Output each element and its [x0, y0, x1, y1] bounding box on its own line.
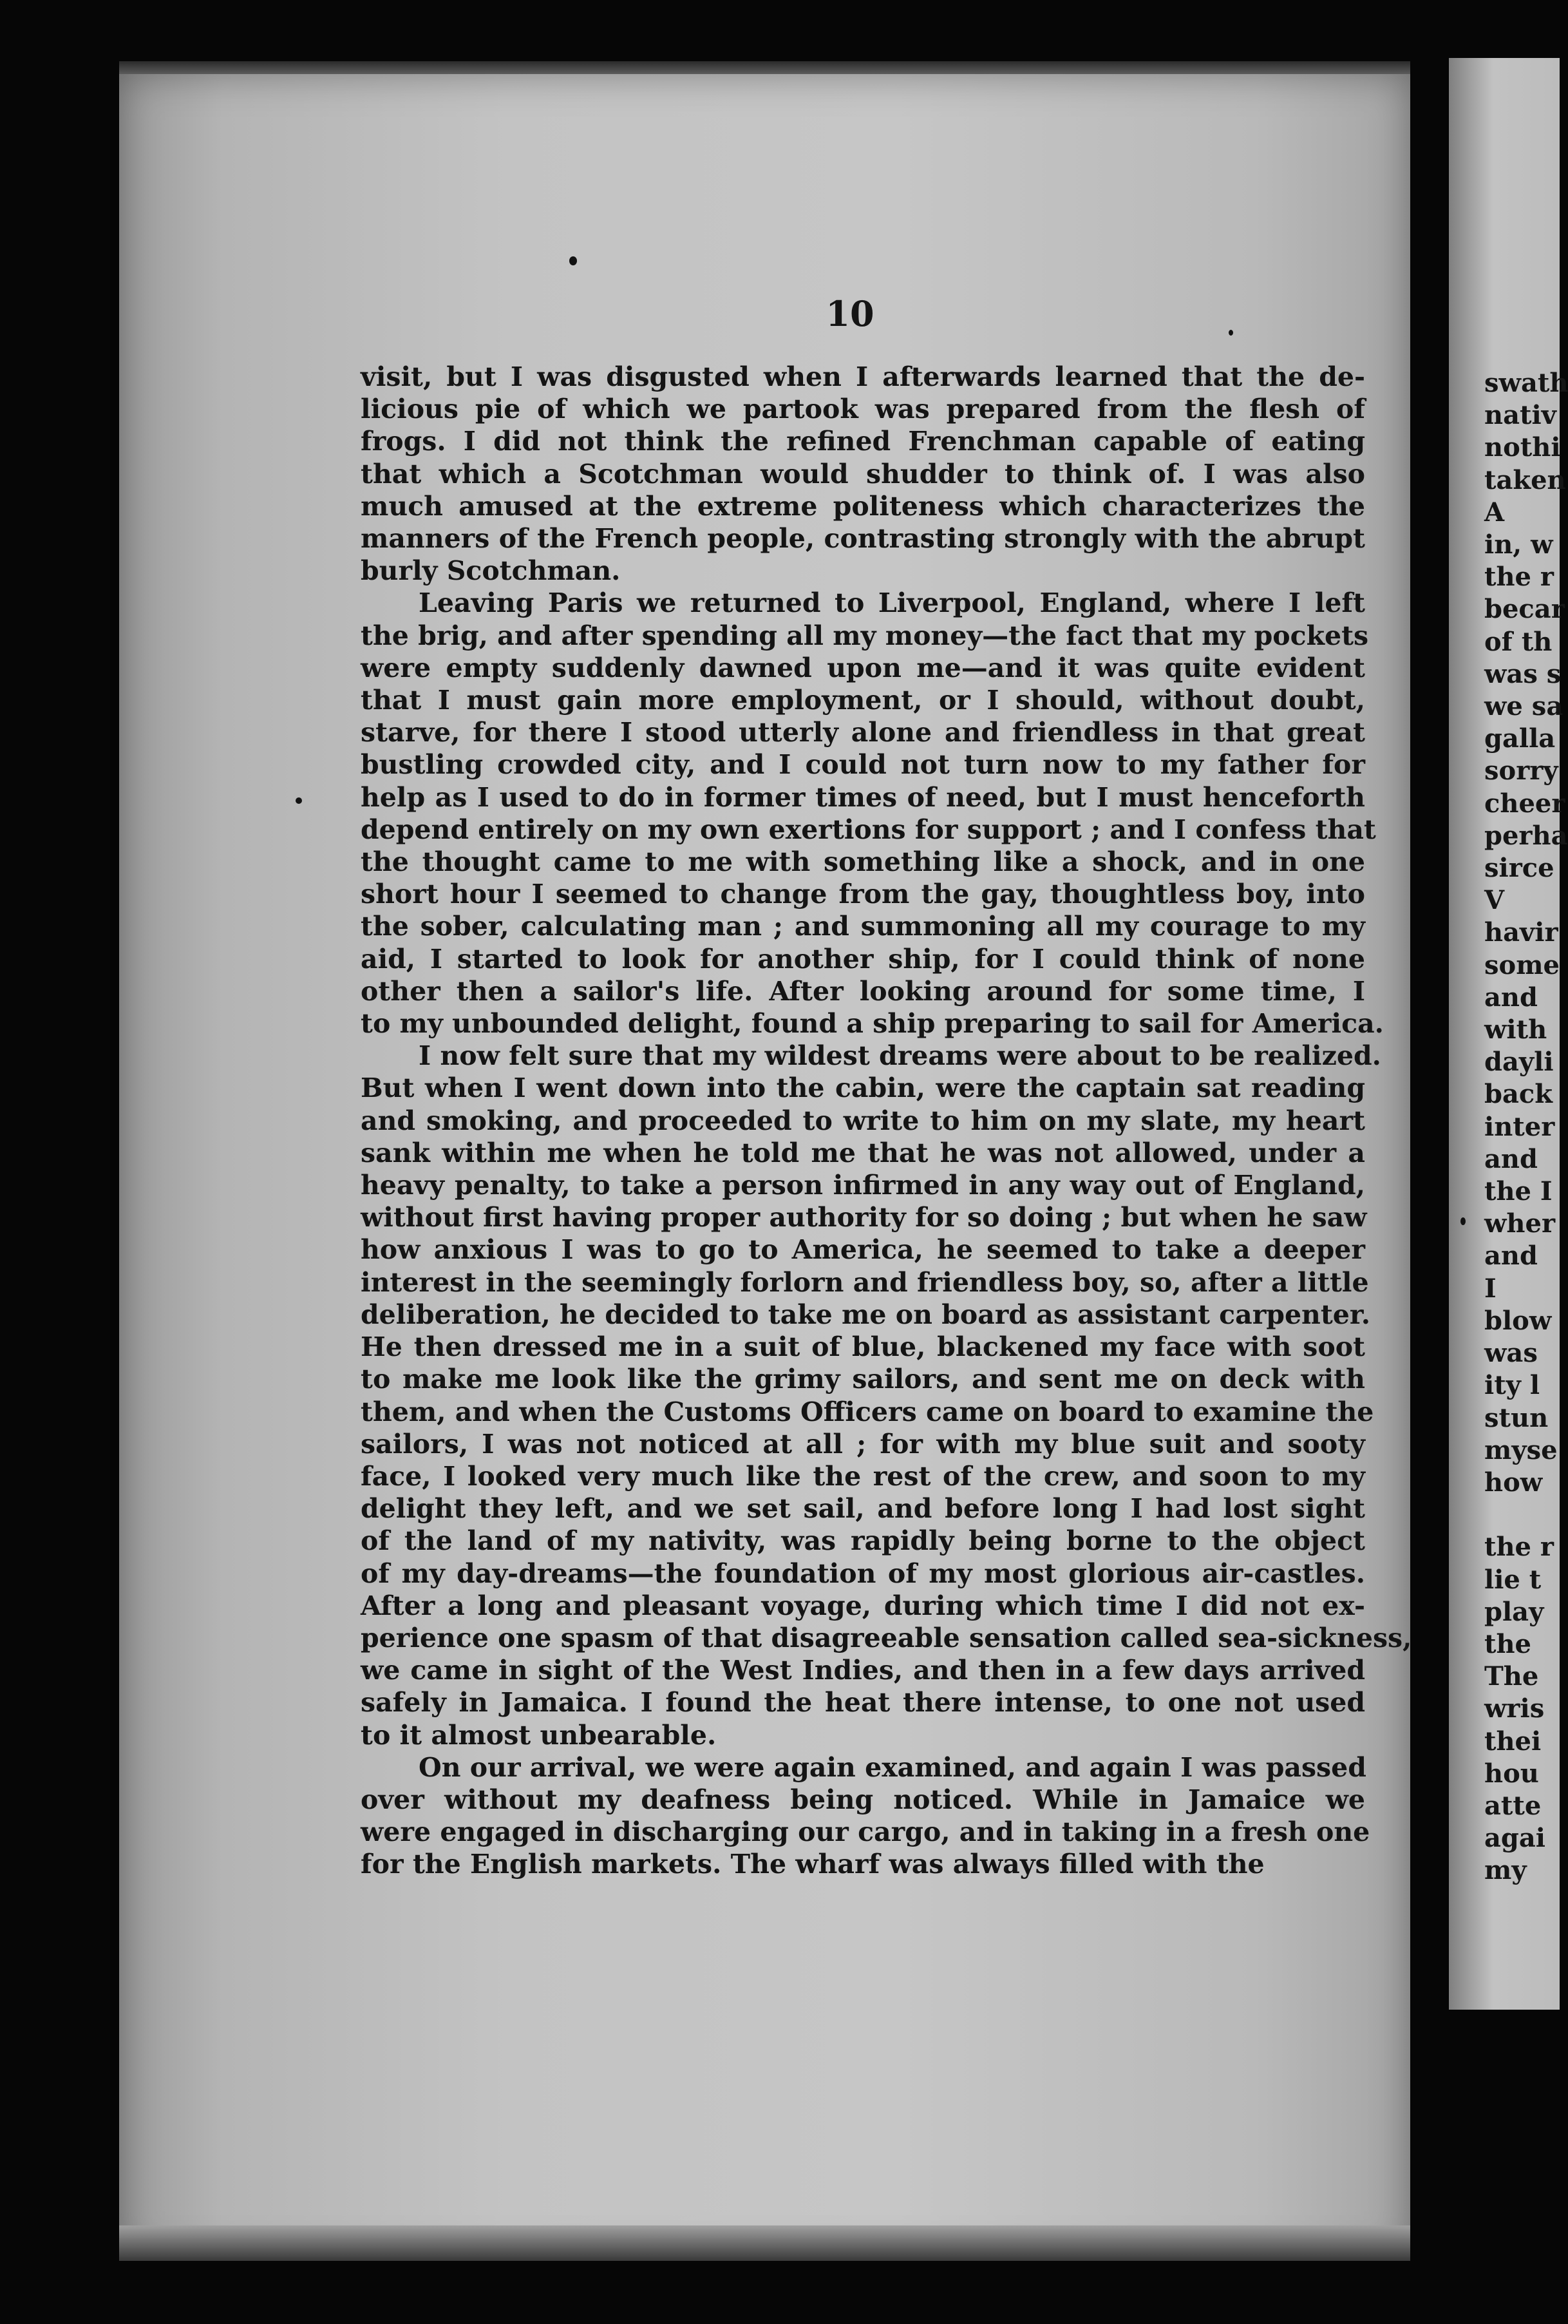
text-line: of my day-dreams—the foundation of my most glorious air-castles.	[361, 1557, 1365, 1589]
text-line: I now felt sure that my wildest dreams were about to be realized.	[419, 1040, 1381, 1072]
adjacent-page-fragment: was s	[1484, 658, 1562, 689]
paragraph	[361, 587, 1384, 1040]
text-line: we came in sight of the West Indies, and then in a few days arrived	[361, 1655, 1365, 1686]
text-line: much amused at the extreme politeness which characterizes the	[361, 490, 1365, 522]
adjacent-page-fragment: myse	[1484, 1434, 1558, 1465]
text-line: aid, I started to look for another ship, for I could think of none	[361, 943, 1365, 975]
text-line: burly Scotchman.	[361, 555, 621, 587]
text-line: the sober, calculating man ; and summoning all my courage to my	[361, 911, 1365, 942]
page-body-text	[361, 361, 1412, 1881]
text-line: that which a Scotchman would shudder to think of. I was also	[361, 458, 1365, 490]
text-line: were engaged in discharging our cargo, and in taking in a fresh one	[361, 1816, 1370, 1848]
adjacent-page-fragment: I	[1484, 1273, 1497, 1304]
text-line: interest in the seemingly forlorn and friendless boy, so, after a little	[361, 1266, 1369, 1298]
page-bottom-edge	[119, 2225, 1410, 2261]
text-line: sailors, I was not noticed at all ; for with my blue suit and sooty	[361, 1428, 1365, 1460]
text-line: how anxious I was to go to America, he seemed to take a deeper	[361, 1234, 1365, 1266]
text-line: the thought came to me with something like a shock, and in one	[361, 846, 1365, 878]
adjacent-page-fragment	[1484, 1499, 1560, 1531]
adjacent-page-fragment: cheer	[1484, 788, 1565, 819]
paragraph	[361, 1040, 1412, 1751]
text-line: frogs. I did not think the refined Frenchman capable of eating	[361, 426, 1365, 457]
text-line: for the English markets. The wharf was always filled with the	[361, 1849, 1265, 1880]
adjacent-page-fragment: The	[1484, 1661, 1539, 1692]
adjacent-page-fragment: lie t	[1484, 1564, 1542, 1595]
text-line: them, and when the Customs Officers came on board to examine the	[361, 1396, 1374, 1427]
text-line: help as I used to do in former times of need, but I must henceforth	[361, 781, 1365, 813]
text-line: starve, for there I stood utterly alone and friendless in that great	[361, 717, 1365, 748]
scan-speck	[1229, 330, 1233, 336]
adjacent-page-fragment: the	[1484, 1628, 1532, 1659]
text-line: visit, but I was disgusted when I afterwards learned that the de-	[361, 361, 1365, 392]
adjacent-page-fragment: and	[1484, 1241, 1538, 1272]
text-line: But when I went down into the cabin, were the captain sat reading	[361, 1072, 1365, 1104]
adjacent-page-fragment: with	[1484, 1014, 1547, 1045]
adjacent-page-fragment: thei	[1484, 1726, 1542, 1757]
adjacent-page-fragment: becar	[1484, 594, 1565, 625]
paragraph	[361, 1751, 1370, 1881]
adjacent-page-fragment: wris	[1484, 1693, 1545, 1724]
text-line: manners of the French people, contrasting strongly with the abrupt	[361, 523, 1365, 555]
text-line: to my unbounded delight, found a ship preparing to sail for America.	[361, 1008, 1384, 1040]
text-line: On our arrival, we were again examined, and again I was passed	[419, 1751, 1366, 1783]
adjacent-page-fragment: atte	[1484, 1790, 1542, 1821]
adjacent-page-fragment: taken	[1484, 464, 1566, 495]
adjacent-page-fragment: was	[1484, 1338, 1538, 1369]
adjacent-page-fragment: play	[1484, 1596, 1544, 1627]
adjacent-page-fragment: ity l	[1484, 1370, 1540, 1401]
text-line: delight they left, and we set sail, and before long I had lost sight	[361, 1493, 1365, 1525]
adjacent-page-fragment: how	[1484, 1467, 1543, 1498]
text-line: deliberation, he decided to take me on board as assistant carpenter.	[361, 1299, 1370, 1330]
adjacent-page-fragment: havir	[1484, 917, 1558, 948]
text-line: Leaving Paris we returned to Liverpool, England, where I left	[419, 587, 1365, 619]
adjacent-page-fragment: the r	[1484, 1532, 1554, 1563]
text-line: the brig, and after spending all my money—the fact that my pockets	[361, 620, 1369, 651]
adjacent-page-fragment: swath	[1484, 368, 1568, 398]
adjacent-page-fragment: some	[1484, 949, 1560, 980]
text-line: depend entirely on my own exertions for support ; and I confess that	[361, 814, 1376, 845]
text-line: heavy penalty, to take a person infirmed in any way out of England,	[361, 1170, 1365, 1201]
adjacent-page-fragment: nothi	[1484, 432, 1561, 463]
adjacent-page-fragment: and	[1484, 982, 1538, 1013]
text-line: safely in Jamaica. I found the heat there intense, to one not used	[361, 1687, 1365, 1719]
text-line: He then dressed me in a suit of blue, blackened my face with soot	[361, 1331, 1365, 1363]
adjacent-page-fragment: the r	[1484, 562, 1554, 593]
adjacent-page-fragment: inter	[1484, 1111, 1555, 1142]
text-line: and smoking, and proceeded to write to him on my slate, my heart	[361, 1105, 1365, 1136]
page-number: 10	[826, 293, 874, 334]
adjacent-page-fragment: galla	[1484, 723, 1556, 754]
adjacent-page-fragment: the I	[1484, 1176, 1553, 1207]
text-line: were empty suddenly dawned upon me—and it was quite evident	[361, 652, 1365, 683]
adjacent-page-fragment: we sa	[1484, 691, 1563, 722]
text-line: short hour I seemed to change from the gay, thoughtless boy, into	[361, 879, 1365, 910]
adjacent-page-text	[1484, 367, 1568, 1887]
adjacent-page-fragment: agai	[1484, 1823, 1545, 1854]
paragraph	[361, 361, 1365, 587]
text-line: perience one spasm of that disagreeable sensation called sea-sickness,	[361, 1622, 1412, 1653]
adjacent-page-fragment: stun	[1484, 1402, 1549, 1433]
scan-speck	[569, 256, 577, 265]
adjacent-page-fragment: and	[1484, 1143, 1538, 1174]
text-line: of the land of my nativity, was rapidly being borne to the object	[361, 1525, 1365, 1557]
adjacent-page-fragment: wher	[1484, 1208, 1556, 1239]
adjacent-page-fragment: of th	[1484, 626, 1553, 657]
adjacent-page-fragment: perha	[1484, 820, 1568, 851]
adjacent-page-fragment: in, w	[1484, 529, 1553, 560]
scan-speck	[1460, 1217, 1466, 1225]
text-line: to make me look like the grimy sailors, and sent me on deck with	[361, 1364, 1365, 1395]
adjacent-page-fragment: back	[1484, 1079, 1553, 1110]
adjacent-page-fragment: V	[1484, 885, 1505, 916]
text-line: over without my deafness being noticed. While in Jamaice we	[361, 1784, 1365, 1815]
text-line: to it almost unbearable.	[361, 1719, 717, 1751]
text-line: without first having proper authority for so doing ; but when he saw	[361, 1202, 1367, 1233]
text-line: other then a sailor's life. After looking around for some time, I	[361, 975, 1365, 1007]
text-line: After a long and pleasant voyage, during which time I did not ex-	[361, 1590, 1365, 1621]
adjacent-page-fragment: sorry	[1484, 756, 1558, 786]
adjacent-page-fragment: dayli	[1484, 1047, 1554, 1078]
text-line: sank within me when he told me that he was not allowed, under a	[361, 1137, 1365, 1168]
scan-speck	[296, 797, 302, 804]
adjacent-page-fragment: sirce	[1484, 853, 1554, 884]
text-line: licious pie of which we partook was prepared from the flesh of	[361, 394, 1365, 425]
adjacent-page-fragment: my	[1484, 1855, 1527, 1886]
adjacent-page-fragment: hou	[1484, 1758, 1539, 1789]
text-line: that I must gain more employment, or I should, without doubt,	[361, 685, 1365, 716]
text-line: face, I looked very much like the rest of the crew, and soon to my	[361, 1460, 1365, 1492]
text-line: bustling crowded city, and I could not turn now to my father for	[361, 749, 1365, 781]
adjacent-page-fragment: A	[1484, 497, 1505, 528]
adjacent-page-fragment: nativ	[1484, 400, 1556, 431]
adjacent-page-fragment: blow	[1484, 1305, 1552, 1336]
